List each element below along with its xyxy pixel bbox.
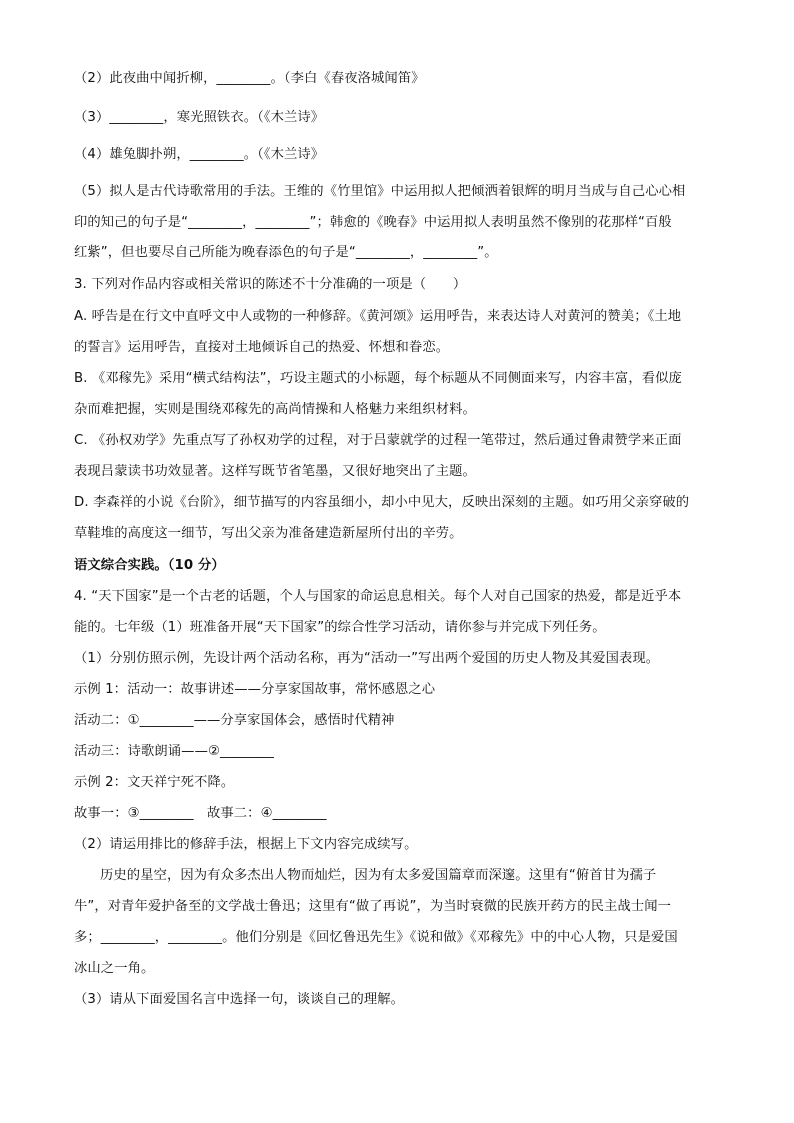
question-4-task-1: （1）分别仿照示例，先设计两个活动名称，再为“活动一”写出两个爱国的历史人物及其爱国表现。 — [74, 651, 660, 666]
question-2-item-5-line-3: 红紫”，但也要尽自己所能为晚春添色的句子是“________，________”。 — [74, 245, 498, 260]
question-3-option-b-line-2: 杂而难把握，实则是围绕邓稼先的高尚情操和人格魅力来组织材料。 — [74, 402, 476, 417]
passage-line-1: 历史的星空，因为有众多杰出人物而灿烂，因为有太多爱国篇章而深邃。这里有“俯首甘为孺子 — [100, 868, 657, 883]
question-3-option-a-line-1: A. 呼告是在行文中直呼文中人或物的一种修辞。《黄河颂》运用呼告，来表达诗人对黄河的赞美；《土地 — [74, 309, 682, 324]
activity-3: 活动三：诗歌朗诵——②________ — [74, 744, 274, 759]
question-3-option-c-line-1: C. 《孙权劝学》先重点写了孙权劝学的过程，对于吕蒙就学的过程一笔带过，然后通过鲁肃赞学来正面 — [74, 433, 682, 448]
question-4-task-2: （2）请运用排比的修辞手法，根据上下文内容完成续写。 — [74, 837, 418, 852]
question-4-stem-line-1: 4. “天下国家”是一个古老的话题，个人与国家的命运息息相关。每个人对自己国家的热爱，都是近乎本 — [74, 589, 682, 604]
section-heading: 语文综合实践。（10 分） — [74, 558, 225, 573]
passage-line-4: 冰山之一角。 — [74, 961, 155, 976]
question-3-option-d-line-1: D. 李森祥的小说《台阶》，细节描写的内容虽细小，却小中见大，反映出深刻的主题。如巧用父亲穿破的 — [74, 495, 690, 510]
question-3-option-d-line-2: 草鞋堆的高度这一细节，写出父亲为准备建造新屋所付出的辛劳。 — [74, 526, 463, 541]
activity-2: 活动二：①________——分享家国体会，感悟时代精神 — [74, 713, 395, 728]
question-4-stem-line-2: 能的。七年级（1）班准备开展“天下国家”的综合性学习活动，请你参与并完成下列任务。 — [74, 620, 606, 635]
question-2-item-5-line-1: （5）拟人是古代诗歌常用的手法。王维的《竹里馆》中运用拟人把倾洒着银辉的明月当成与自己心心相 — [74, 184, 686, 199]
example-1: 示例 1：活动一：故事讲述——分享家国故事，常怀感恩之心 — [74, 682, 436, 697]
question-2-item-2: （2）此夜曲中闻折柳，________。（李白《春夜洛城闻笛》 — [74, 71, 425, 86]
question-3-stem: 3. 下列对作品内容或相关常识的陈述不十分准确的一项是（ ） — [74, 277, 467, 292]
example-2: 示例 2：文天祥宁死不降。 — [74, 775, 235, 790]
question-2-item-5-line-2: 印的知己的句子是“________，________”；韩愈的《晚春》中运用拟人表明虽然不像别的花那样“百般 — [74, 215, 672, 230]
question-3-option-b-line-1: B. 《邓稼先》采用“横式结构法”，巧设主题式的小标题，每个标题从不同侧面来写，内容丰富，看似庞 — [74, 371, 682, 386]
passage-line-2: 牛”，对青年爱护备至的文学战士鲁迅；这里有“做了再说”，为当时衰微的民族开药方的民主战士闻一 — [74, 899, 672, 914]
stories-row: 故事一：③________ 故事二：④________ — [74, 806, 327, 821]
question-2-item-3: （3）________，寒光照铁衣。（《木兰诗》 — [74, 110, 325, 125]
question-2-item-4: （4）雄兔脚扑朔，________。（《木兰诗》 — [74, 147, 325, 162]
question-4-task-3: （3）请从下面爱国名言中选择一句，谈谈自己的理解。 — [74, 992, 405, 1007]
question-3-option-c-line-2: 表现吕蒙读书功效显著。这样写既节省笔墨，又很好地突出了主题。 — [74, 464, 476, 479]
question-3-option-a-line-2: 的誓言》运用呼告，直接对土地倾诉自己的热爱、怀想和眷恋。 — [74, 340, 450, 355]
passage-line-3: 多；________，________。他们分别是《回忆鲁迅先生》《说和做》《邓稼先》中的中心人物，只是爱国 — [74, 930, 678, 945]
